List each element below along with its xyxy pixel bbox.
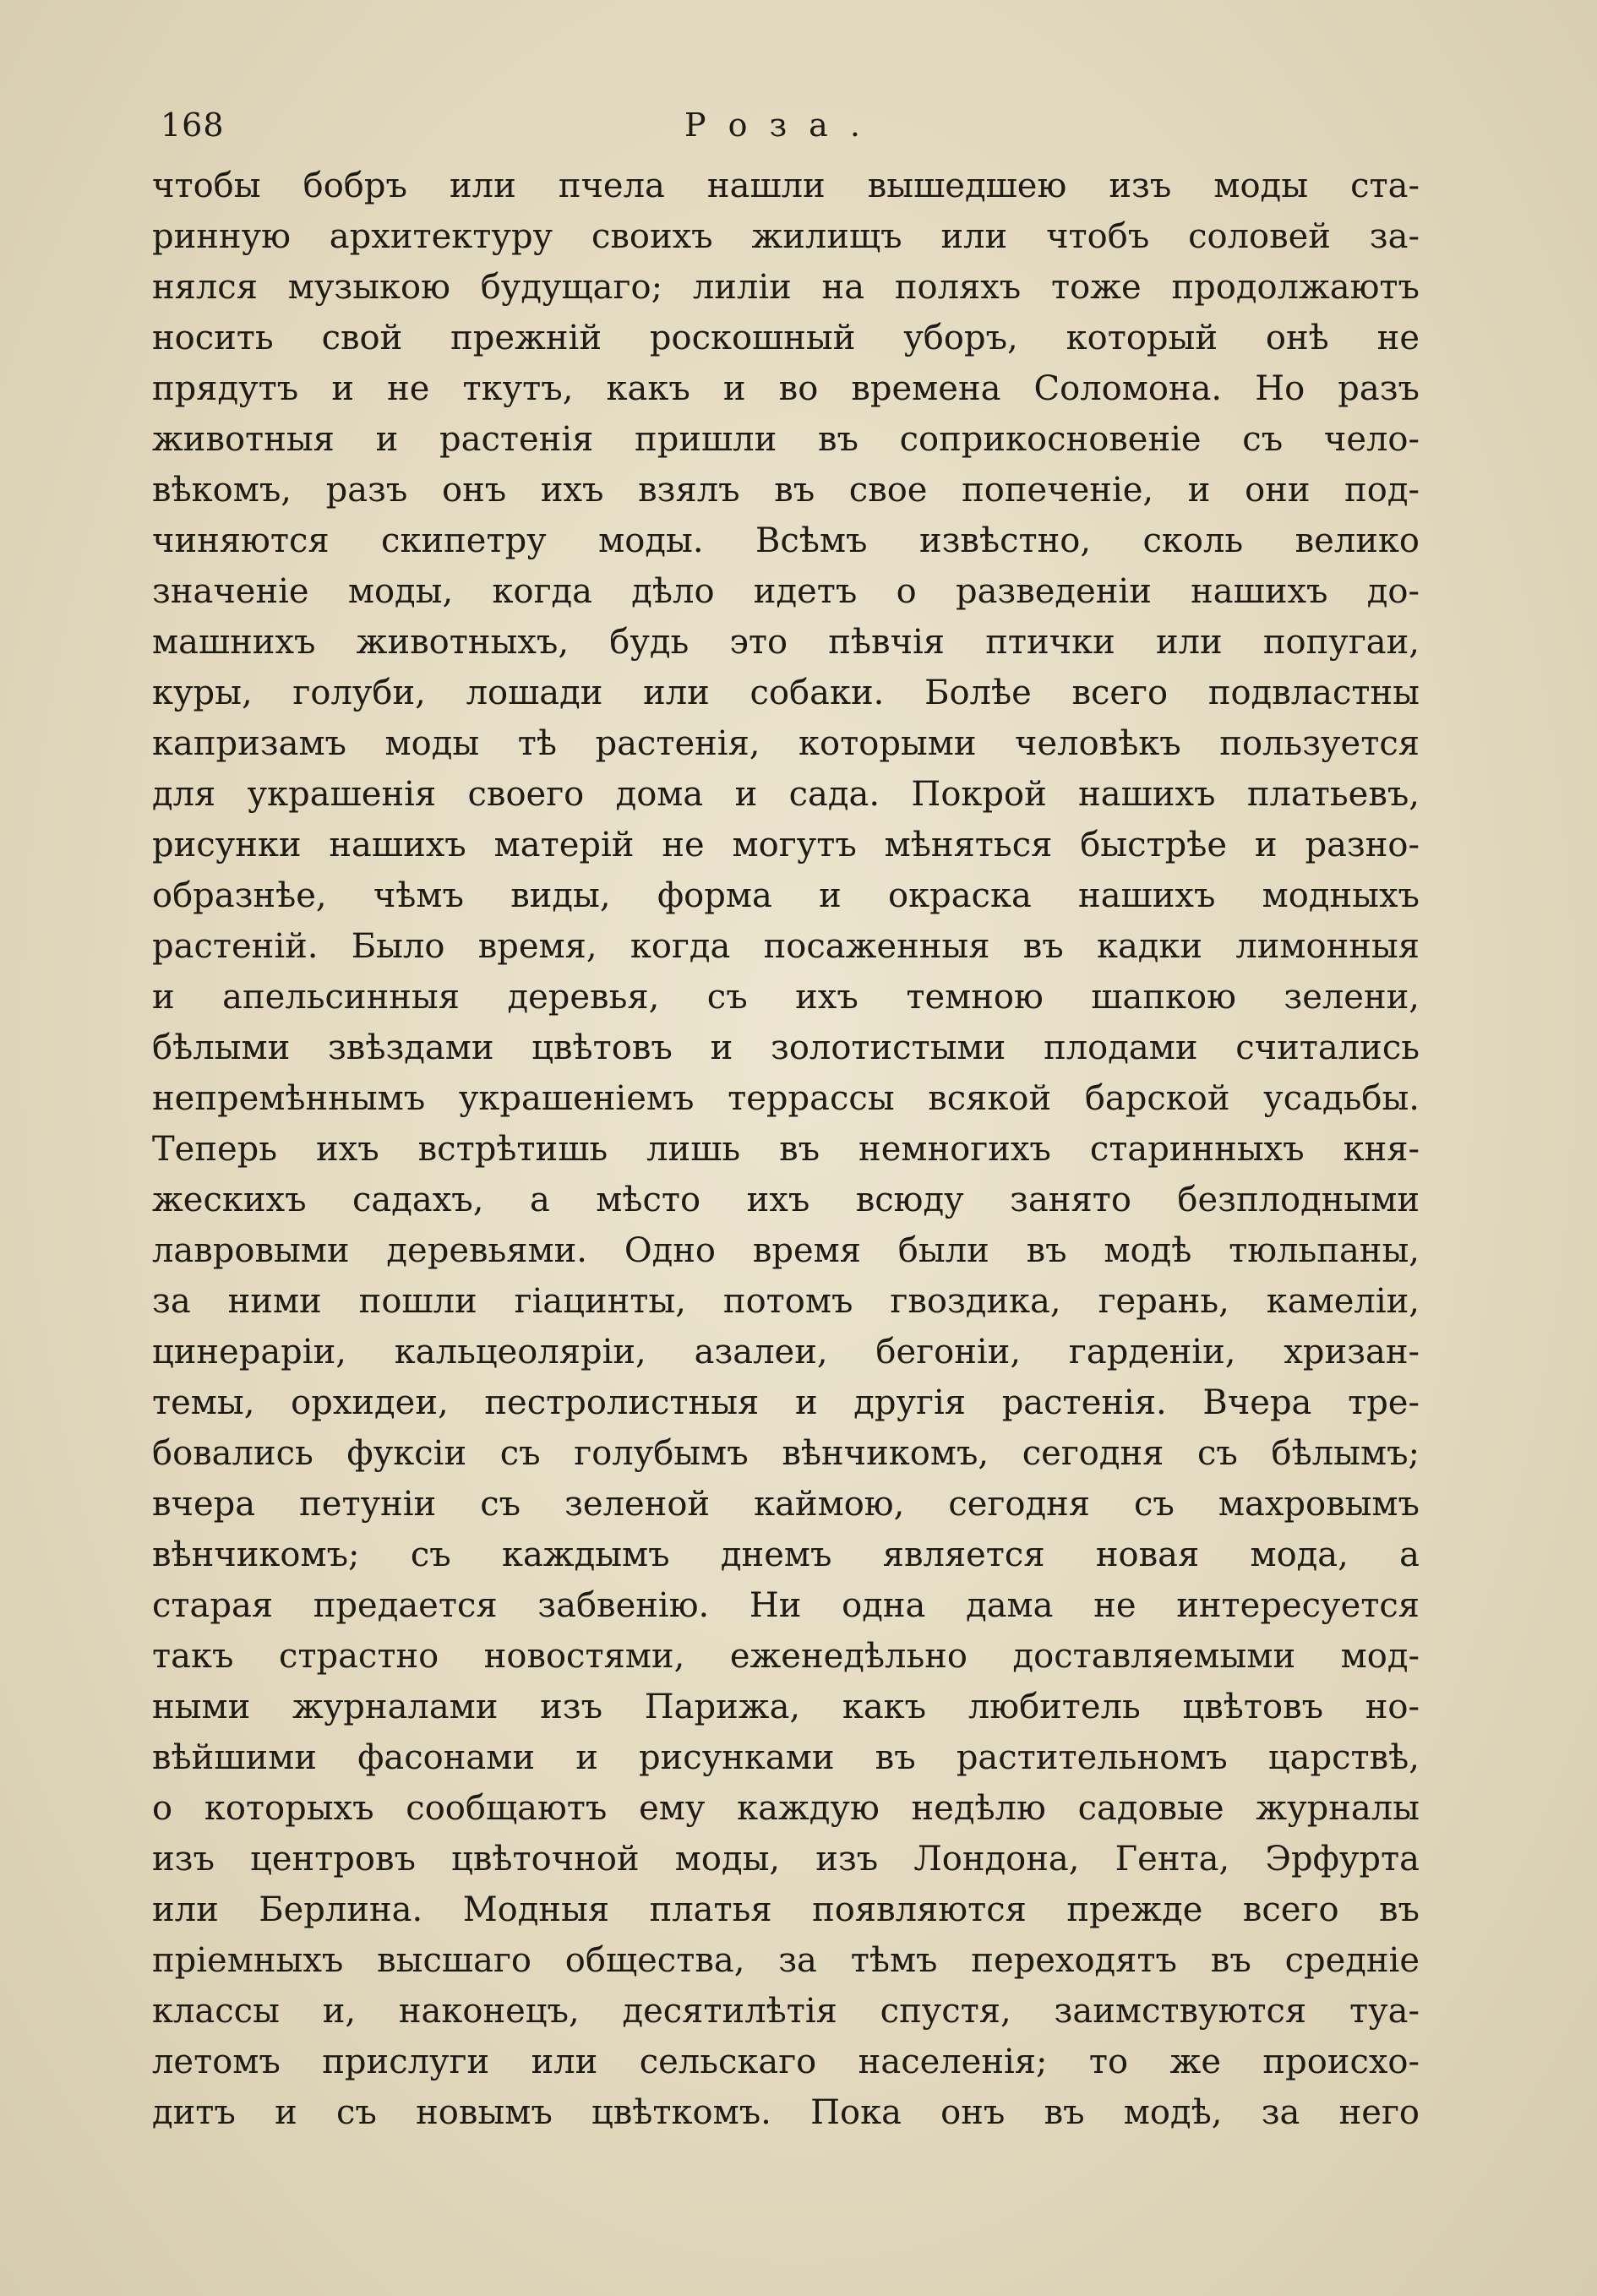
text-line: классы и, наконецъ, десятилѣтiя спустя, заимствуются туа- [152,1992,1420,2031]
text-line: носить свой прежнiй роскошный уборъ, который онѣ не [152,319,1420,357]
text-line: бѣлыми звѣздами цвѣтовъ и золотистыми плодами считались [152,1028,1420,1067]
text-line: вѣкомъ, разъ онъ ихъ взялъ въ свое попеченiе, и они под- [152,471,1420,510]
text-line: изъ центровъ цвѣточной моды, изъ Лондона, Гента, Эрфурта [152,1840,1420,1879]
text-line: чиняются скипетру моды. Всѣмъ извѣстно, сколь велико [152,521,1420,560]
text-line: и апельсинныя деревья, съ ихъ темною шапкою зелени, [152,978,1420,1017]
text-line: за ними пошли гiацинты, потомъ гвоздика, герань, камелiи, [152,1282,1420,1321]
page-number: 168 [161,106,225,144]
text-line: чтобы бобръ или пчела нашли вышедшею изъ моды ста- [152,166,1420,205]
text-line: жескихъ садахъ, а мѣсто ихъ всюду занято безплодными [152,1181,1420,1219]
text-line: темы, орхидеи, пестролистныя и другiя растенiя. Вчера тре- [152,1383,1420,1422]
text-line: дитъ и съ новымъ цвѣткомъ. Пока онъ въ модѣ, за него [152,2093,1420,2132]
text-line: животныя и растенiя пришли въ соприкосновенiе съ чело- [152,420,1420,459]
text-line: вѣнчикомъ; съ каждымъ днемъ является новая мода, а [152,1535,1420,1574]
text-line: ными журналами изъ Парижа, какъ любитель цвѣтовъ но- [152,1688,1420,1726]
page-header [161,100,1428,150]
text-line: летомъ прислуги или сельскаго населенiя; то же происхо- [152,2042,1420,2081]
running-title: Роза. [684,106,882,144]
text-line: бовались фуксiи съ голубымъ вѣнчикомъ, сегодня съ бѣлымъ; [152,1434,1420,1473]
text-line: такъ страстно новостями, еженедѣльно доставляемыми мод- [152,1637,1420,1676]
text-line: значенiе моды, когда дѣло идетъ о разведенiи нашихъ до- [152,572,1420,611]
text-line: о которыхъ сообщаютъ ему каждую недѣлю садовые журналы [152,1789,1420,1828]
text-line: образнѣе, чѣмъ виды, форма и окраска нашихъ модныхъ [152,876,1420,915]
text-line: прядутъ и не ткутъ, какъ и во времена Соломона. Но разъ [152,369,1420,408]
text-line: вчера петунiи съ зеленой каймою, сегодня съ махровымъ [152,1485,1420,1524]
text-line: Теперь ихъ встрѣтишь лишь въ немногихъ старинныхъ кня- [152,1130,1420,1169]
text-line: непремѣннымъ украшенiемъ террассы всякой барской усадьбы. [152,1079,1420,1118]
text-line: ринную архитектуру своихъ жилищъ или чтобъ соловей за- [152,217,1420,256]
text-line: цинерарiи, кальцеолярiи, азалеи, бегонiи, гарденiи, хризан- [152,1333,1420,1372]
text-line: нялся музыкою будущаго; лилiи на поляхъ тоже продолжаютъ [152,268,1420,307]
text-line: куры, голуби, лошади или собаки. Болѣе всего подвластны [152,674,1420,712]
text-line: для украшенiя своего дома и сада. Покрой нашихъ платьевъ, [152,775,1420,814]
text-line: вѣйшими фасонами и рисунками въ растительномъ царствѣ, [152,1738,1420,1777]
text-line: капризамъ моды тѣ растенiя, которыми человѣкъ пользуется [152,724,1420,763]
text-line: или Берлина. Модныя платья появляются прежде всего въ [152,1890,1420,1929]
text-line: старая предается забвенiю. Ни одна дама не интересуется [152,1586,1420,1625]
text-line: лавровыми деревьями. Одно время были въ модѣ тюльпаны, [152,1231,1420,1270]
text-line: растенiй. Было время, когда посаженныя въ кадки лимонныя [152,927,1420,966]
text-line: машнихъ животныхъ, будь это пѣвчiя птички или попугаи, [152,623,1420,662]
text-line: прiемныхъ высшаго общества, за тѣмъ переходятъ въ среднiе [152,1941,1420,1980]
text-line: рисунки нашихъ матерiй не могутъ мѣняться быстрѣе и разно- [152,826,1420,864]
body-text [152,161,1420,2138]
